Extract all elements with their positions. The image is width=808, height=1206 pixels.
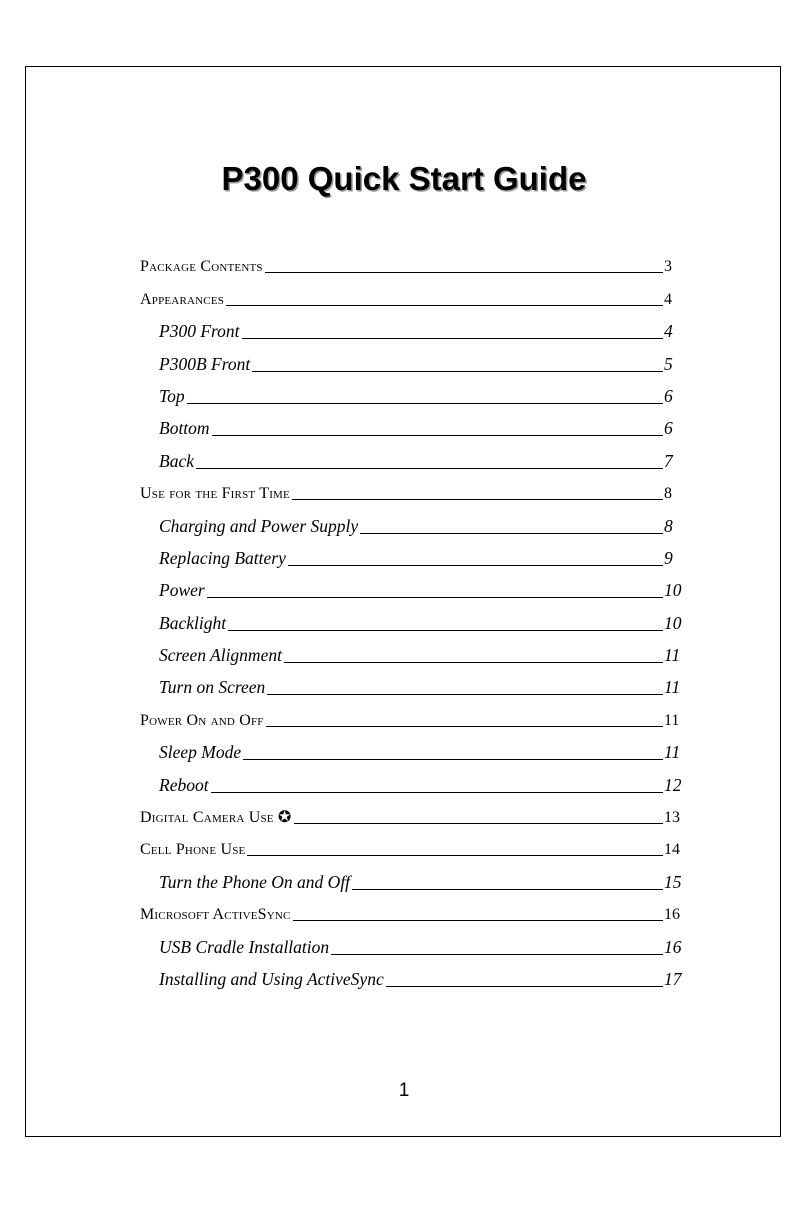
toc-entry-page-number: 5 xyxy=(664,353,673,374)
toc-leader-line xyxy=(331,953,663,955)
toc-entry[interactable] xyxy=(140,442,685,474)
toc-leader-line xyxy=(266,725,663,727)
toc-entry[interactable] xyxy=(140,507,685,539)
toc-entry-page-number: 17 xyxy=(664,968,682,989)
toc-entry-page-number: 7 xyxy=(664,450,673,471)
toc-entry-label: Microsoft ActiveSync xyxy=(140,906,291,924)
table-of-contents xyxy=(140,248,685,993)
toc-entry-page-number: 11 xyxy=(664,645,681,666)
toc-entry-page-number: 8 xyxy=(664,485,672,503)
toc-entry-page-number: 11 xyxy=(664,711,680,729)
toc-entry[interactable] xyxy=(140,475,685,507)
toc-entry-label: Cell Phone Use xyxy=(140,841,246,859)
toc-entry-label: Turn on Screen xyxy=(159,677,266,698)
toc-leader-line xyxy=(242,337,663,339)
toc-entry[interactable] xyxy=(140,896,685,928)
toc-leader-line xyxy=(267,693,663,695)
toc-entry-page-number: 6 xyxy=(664,418,673,439)
toc-entry-page-number: 15 xyxy=(664,871,682,892)
toc-entry-label: P300 Front xyxy=(159,321,240,342)
toc-entry-label: Back xyxy=(159,450,194,471)
toc-entry-page-number: 10 xyxy=(664,612,682,633)
toc-leader-line xyxy=(187,402,663,404)
toc-leader-line xyxy=(292,498,663,500)
toc-entry[interactable] xyxy=(140,701,685,733)
toc-entry-label: Bottom xyxy=(159,418,210,439)
toc-entry-label: Sleep Mode xyxy=(159,742,242,763)
toc-entry-label: Installing and Using ActiveSync xyxy=(159,968,384,989)
toc-entry[interactable] xyxy=(140,799,685,831)
toc-entry-page-number: 4 xyxy=(664,290,672,308)
toc-entry-label: Package Contents xyxy=(140,258,263,276)
toc-entry-page-number: 11 xyxy=(664,677,681,698)
toc-entry[interactable] xyxy=(140,766,685,798)
toc-entry-label: Screen Alignment xyxy=(159,645,282,666)
toc-entry-label: Power xyxy=(159,580,205,601)
toc-entry-label: Use for the First Time xyxy=(140,485,290,503)
toc-entry-page-number: 12 xyxy=(664,774,682,795)
toc-entry[interactable] xyxy=(140,410,685,442)
toc-entry-page-number: 16 xyxy=(664,906,680,924)
toc-entry-page-number: 13 xyxy=(664,809,680,827)
toc-leader-line xyxy=(360,532,663,534)
toc-entry-page-number: 3 xyxy=(664,258,672,276)
toc-entry[interactable] xyxy=(140,734,685,766)
toc-entry-label: Turn the Phone On and Off xyxy=(159,871,351,892)
toc-leader-line xyxy=(252,370,663,372)
toc-leader-line xyxy=(212,434,663,436)
toc-entry[interactable] xyxy=(140,540,685,572)
toc-leader-line xyxy=(294,822,663,824)
toc-entry[interactable] xyxy=(140,863,685,895)
toc-leader-line xyxy=(247,854,663,856)
toc-entry[interactable] xyxy=(140,604,685,636)
toc-leader-line xyxy=(226,304,663,306)
toc-entry[interactable] xyxy=(140,831,685,863)
toc-leader-line xyxy=(386,985,663,987)
toc-entry-label: USB Cradle Installation xyxy=(159,936,330,957)
toc-entry[interactable] xyxy=(140,280,685,312)
toc-leader-line xyxy=(352,888,663,890)
toc-entry-page-number: 16 xyxy=(664,936,682,957)
toc-entry-page-number: 14 xyxy=(664,841,680,859)
toc-entry-page-number: 4 xyxy=(664,321,673,342)
toc-entry-label: Backlight xyxy=(159,612,227,633)
document-title: P300 Quick Start Guide xyxy=(221,160,587,197)
toc-entry[interactable] xyxy=(140,669,685,701)
toc-entry-page-number: 6 xyxy=(664,385,673,406)
toc-entry[interactable] xyxy=(140,378,685,410)
toc-entry[interactable] xyxy=(140,345,685,377)
toc-leader-line xyxy=(265,271,663,273)
toc-entry-label: Power On and Off xyxy=(140,711,264,729)
toc-entry[interactable] xyxy=(140,313,685,345)
toc-entry[interactable] xyxy=(140,961,685,993)
toc-entry-page-number: 8 xyxy=(664,515,673,536)
toc-entry-page-number: 9 xyxy=(664,547,673,568)
toc-leader-line xyxy=(211,791,663,793)
toc-entry[interactable] xyxy=(140,928,685,960)
page-number: 1 xyxy=(398,1080,410,1101)
toc-leader-line xyxy=(288,564,663,566)
toc-entry[interactable] xyxy=(140,248,685,280)
toc-entry-label: Appearances xyxy=(140,290,225,308)
toc-entry-label: Digital Camera Use ✪ xyxy=(140,809,292,827)
toc-entry-label: P300B Front xyxy=(159,353,251,374)
toc-entry-label: Reboot xyxy=(159,774,209,795)
toc-leader-line xyxy=(284,661,663,663)
toc-leader-line xyxy=(196,467,663,469)
toc-leader-line xyxy=(228,629,663,631)
toc-entry-label: Charging and Power Supply xyxy=(159,515,359,536)
toc-leader-line xyxy=(293,919,663,921)
toc-leader-line xyxy=(243,758,663,760)
toc-entry[interactable] xyxy=(140,637,685,669)
toc-entry-label: Top xyxy=(159,385,185,406)
toc-entry-label: Replacing Battery xyxy=(159,547,286,568)
toc-entry-page-number: 10 xyxy=(664,580,682,601)
toc-leader-line xyxy=(207,596,663,598)
toc-entry[interactable] xyxy=(140,572,685,604)
toc-entry-page-number: 11 xyxy=(664,742,681,763)
